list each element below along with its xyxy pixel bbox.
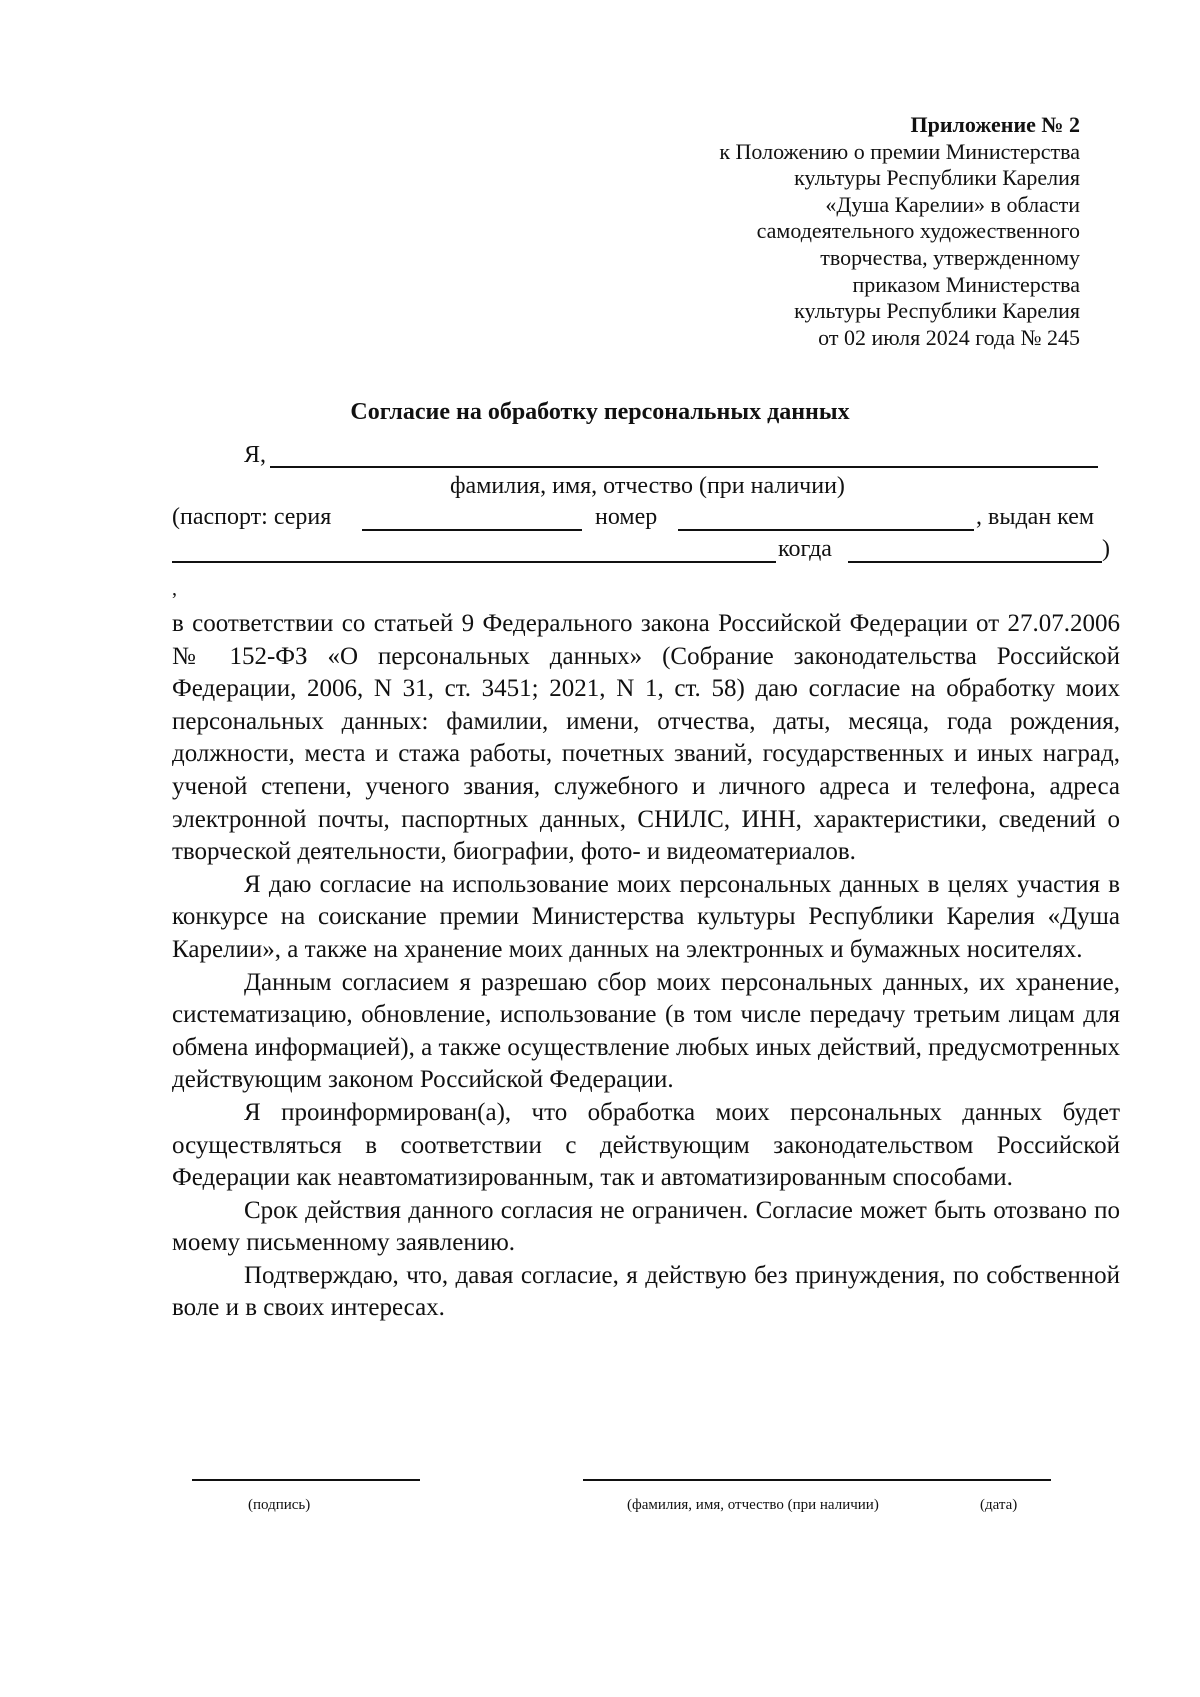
body-paragraph: Данным согласием я разрешаю сбор моих персональных данных, их хранение, систематизацию, обновление, использование (в том числе передачу третьим лицам для обмена информацией), а также осуществление любых иных действий, предусмотренных действующим законом Российской Федерации. [172, 968, 1120, 1094]
i-label: Я, [244, 442, 267, 468]
body-paragraph: Подтверждаю, что, давая согласие, я действую без принуждения, по собственной воле и в своих интересах. [172, 1261, 1120, 1322]
fio-signature-caption: (фамилия, имя, отчество (при наличии) [627, 1497, 879, 1513]
appendix-line: к Положению о премии Министерства [719, 138, 1080, 164]
issued-by-label: , выдан кем [976, 504, 1095, 530]
appendix-line: культуры Республики Карелия [794, 165, 1080, 191]
appendix-line: приказом Министерства [852, 271, 1080, 297]
fio-date-line[interactable] [583, 1479, 1051, 1481]
when-label: когда [778, 536, 832, 562]
appendix-header [520, 112, 1080, 351]
appendix-line: творчества, утвержденному [820, 244, 1080, 270]
body-paragraph: Я даю согласие на использование моих персональных данных в целях участия в конкурсе на соискание премии Министерства культуры Республики Карелия «Душа Карелии», а также на хранение моих данных на электронных и бумажных носителях. [172, 870, 1120, 963]
passport-series-label: (паспорт: серия [172, 504, 332, 530]
body-paragraph: Я проинформирован(а), что обработка моих персональных данных будет осуществляться в соответствии с действующим законодательством Российской Федерации как неавтоматизированным, так и автоматизированным способами. [172, 1098, 1120, 1192]
closing-paren: ) [1102, 536, 1110, 562]
issue-date-input-line[interactable] [848, 561, 1102, 563]
appendix-title: Приложение № 2 [910, 112, 1080, 137]
consent-body [172, 608, 1120, 1325]
appendix-line: культуры Республики Карелия [794, 298, 1080, 324]
passport-number-label: номер [595, 504, 658, 530]
passport-number-input-line[interactable] [678, 529, 974, 531]
appendix-line: от 02 июля 2024 года № 245 [818, 324, 1080, 350]
comma-mark: , [172, 578, 177, 600]
appendix-line: самодеятельного художественного [756, 218, 1080, 244]
body-paragraph: в соответствии со статьей 9 Федерального закона Российской Федерации от 27.07.2006 № 152-ФЗ «О персональных данных» (Собрание законодательства Российской Федерации, 2006, N 31, ст. 3451; 2021, N 1, ст. 58) даю согласие на обработку моих персональных данных: фамилии, имени, отчества, даты, месяца, года рождения, должности, места и стажа работы, почетных званий, государственных и иных наград, ученой степени, ученого звания, служебного и личного адреса и телефона, адреса электронной почты, паспортных данных, СНИЛС, ИНН, характеристики, сведений о творческой деятельности, биографии, фото- и видеоматериалов. [172, 610, 1120, 866]
body-paragraph: Срок действия данного согласия не ограничен. Согласие может быть отозвано по моему письменному заявлению. [172, 1196, 1120, 1257]
document-title: Согласие на обработку персональных данных [350, 399, 850, 425]
date-caption: (дата) [980, 1497, 1018, 1513]
passport-series-input-line[interactable] [362, 529, 582, 531]
signature-line[interactable] [192, 1479, 420, 1481]
fio-input-line[interactable] [270, 466, 1098, 468]
signature-caption: (подпись) [248, 1497, 311, 1513]
fio-caption: фамилия, имя, отчество (при наличии) [450, 473, 845, 499]
issued-by-input-line[interactable] [172, 561, 776, 563]
appendix-line: «Душа Карелии» в области [825, 191, 1080, 217]
